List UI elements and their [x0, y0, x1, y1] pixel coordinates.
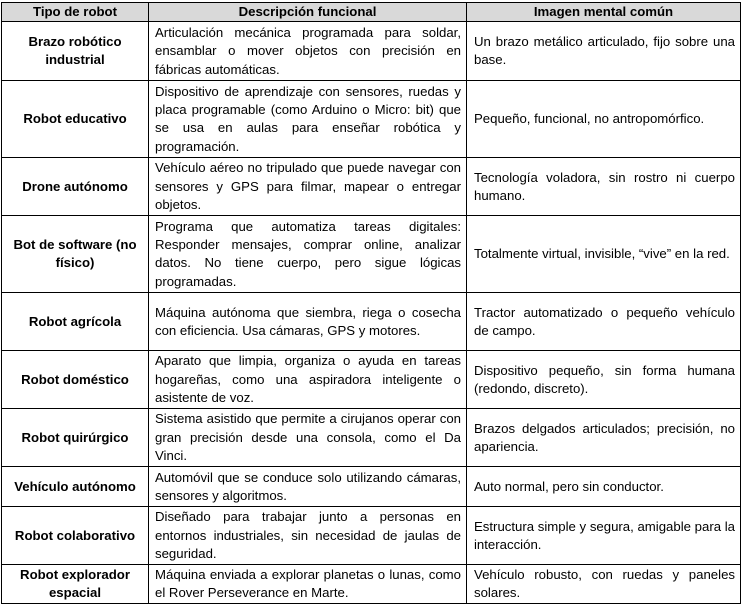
description-cell: Dispositivo de aprendizaje con sensores, ruedas y placa programable (como Arduino o Micro: bit) que se usa en aulas para enseñar robótica y programación. — [149, 81, 467, 158]
description-cell: Sistema asistido que permite a cirujanos operar con gran precisión desde una consola, como el Da Vinci. — [149, 409, 467, 467]
mental-image-cell: Brazos delgados articulados; precisión, no apariencia. — [467, 409, 741, 467]
table-row — [2, 22, 741, 81]
table-row — [2, 507, 741, 565]
header-row — [2, 3, 741, 22]
table-row — [2, 216, 741, 293]
table-row — [2, 81, 741, 158]
description-cell: Vehículo aéreo no tripulado que puede navegar con sensores y GPS para filmar, mapear o entregar objetos. — [149, 158, 467, 216]
robot-type-cell: Robot agrícola — [2, 293, 149, 351]
table-row — [2, 565, 741, 604]
mental-image-cell: Pequeño, funcional, no antropomórfico. — [467, 81, 741, 158]
robot-type-cell: Robot explorador espacial — [2, 565, 149, 604]
table-row — [2, 467, 741, 507]
robot-type-cell: Brazo robótico industrial — [2, 22, 149, 81]
robot-type-cell: Vehículo autónomo — [2, 467, 149, 507]
robot-type-cell: Drone autónomo — [2, 158, 149, 216]
description-cell: Automóvil que se conduce solo utilizando cámaras, sensores y algoritmos. — [149, 467, 467, 507]
robot-type-cell: Robot doméstico — [2, 351, 149, 409]
robot-type-cell: Robot colaborativo — [2, 507, 149, 565]
header-descripcion: Descripción funcional — [149, 3, 467, 22]
mental-image-cell: Un brazo metálico articulado, fijo sobre una base. — [467, 22, 741, 81]
description-cell: Articulación mecánica programada para soldar, ensamblar o mover objetos con precisión en fábricas automáticas. — [149, 22, 467, 81]
description-cell: Aparato que limpia, organiza o ayuda en tareas hogareñas, como una aspiradora inteligente o asistente de voz. — [149, 351, 467, 409]
robot-types-table — [1, 2, 741, 604]
description-cell: Máquina enviada a explorar planetas o lunas, como el Rover Perseverance en Marte. — [149, 565, 467, 604]
mental-image-cell: Estructura simple y segura, amigable para la interacción. — [467, 507, 741, 565]
robot-type-cell: Robot educativo — [2, 81, 149, 158]
robot-type-cell: Robot quirúrgico — [2, 409, 149, 467]
description-cell: Diseñado para trabajar junto a personas en entornos industriales, sin necesidad de jaulas de seguridad. — [149, 507, 467, 565]
header-imagen: Imagen mental común — [467, 3, 741, 22]
mental-image-cell: Totalmente virtual, invisible, “vive” en la red. — [467, 216, 741, 293]
mental-image-cell: Tecnología voladora, sin rostro ni cuerpo humano. — [467, 158, 741, 216]
table-row — [2, 409, 741, 467]
header-tipo: Tipo de robot — [2, 3, 149, 22]
robot-type-cell: Bot de software (no físico) — [2, 216, 149, 293]
mental-image-cell: Auto normal, pero sin conductor. — [467, 467, 741, 507]
description-cell: Máquina autónoma que siembra, riega o cosecha con eficiencia. Usa cámaras, GPS y motores. — [149, 293, 467, 351]
mental-image-cell: Tractor automatizado o pequeño vehículo de campo. — [467, 293, 741, 351]
table-row — [2, 158, 741, 216]
mental-image-cell: Vehículo robusto, con ruedas y paneles solares. — [467, 565, 741, 604]
table-row — [2, 351, 741, 409]
mental-image-cell: Dispositivo pequeño, sin forma humana (redondo, discreto). — [467, 351, 741, 409]
table-row — [2, 293, 741, 351]
description-cell: Programa que automatiza tareas digitales: Responder mensajes, comprar online, analizar datos. No tiene cuerpo, pero sigue lógicas programadas. — [149, 216, 467, 293]
